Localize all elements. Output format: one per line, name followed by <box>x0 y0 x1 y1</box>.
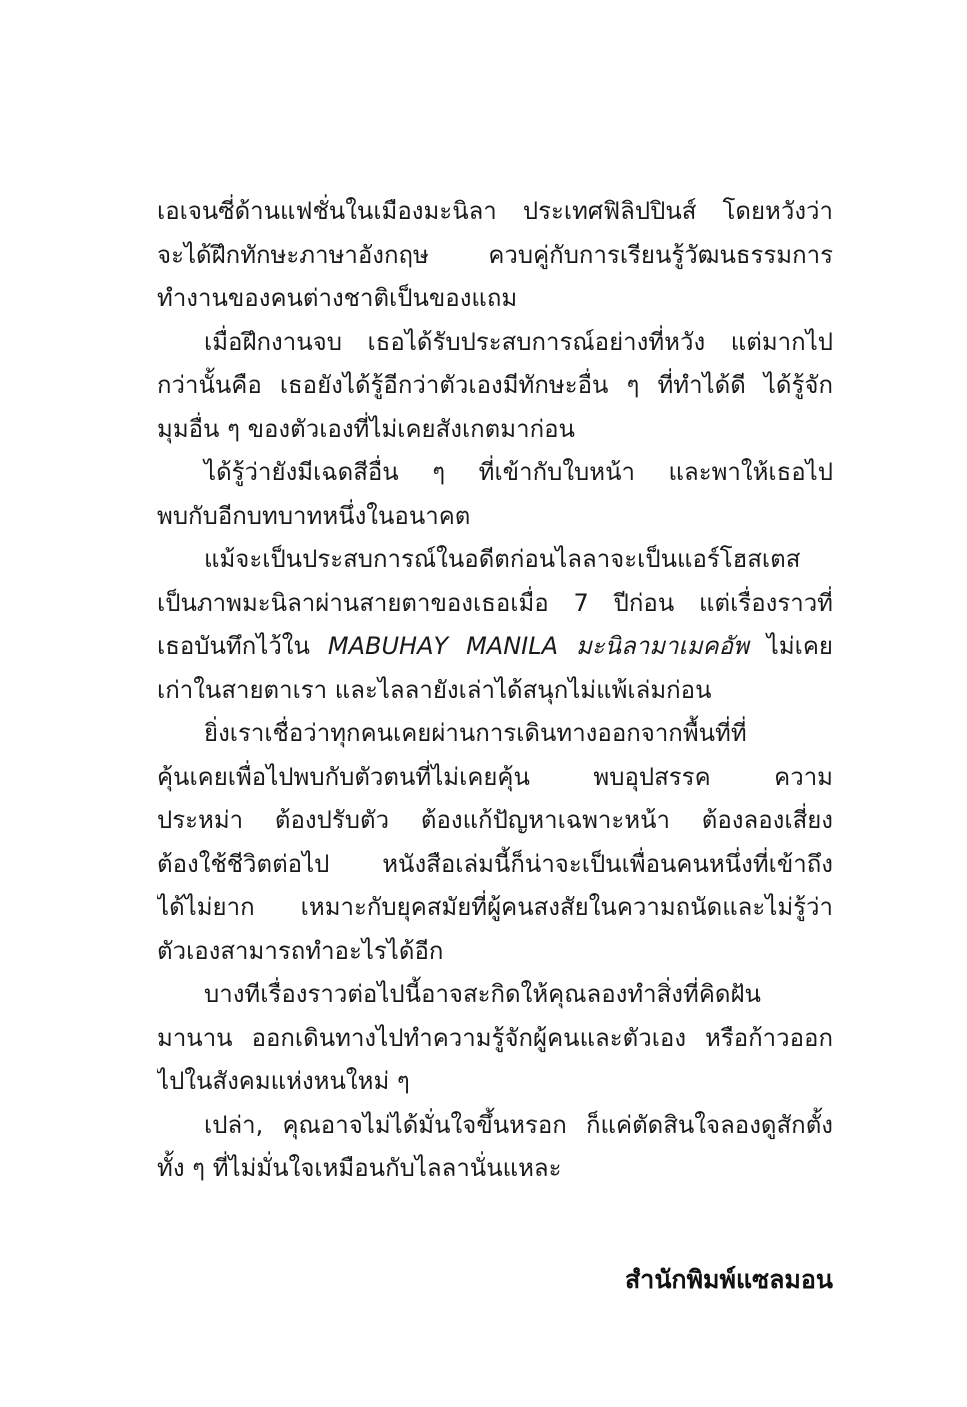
paragraph-line: มานาน ออกเดินทางไปทำความรู้จักผู้คนและตัวเอง หรือก้าวออก <box>157 1023 833 1052</box>
paragraph-line: กว่านั้นคือ เธอยังได้รู้อีกว่าตัวเองมีทักษะอื่น ๆ ที่ทำได้ดี ได้รู้จัก <box>157 371 833 399</box>
paragraph-line: คุ้นเคยเพื่อไปพบกับตัวตนที่ไม่เคยคุ้น พบอุปสรรค ความ <box>157 762 833 791</box>
paragraph-line: ทำงานของคนต่างชาติเป็นของแถม <box>157 284 518 312</box>
paragraph-line: พบกับอีกบทบาทหนึ่งในอนาคต <box>157 501 471 530</box>
paragraph-line: เมื่อฝึกงานจบ เธอได้รับประสบการณ์อย่างที่หวัง แต่มากไป <box>204 327 833 356</box>
paragraph-line: แม้จะเป็นประสบการณ์ในอดีตก่อนไลลาจะเป็นแอร์โฮสเตส <box>204 545 801 573</box>
paragraph-line: บางทีเรื่องราวต่อไปนี้อาจสะกิดให้คุณลองทำสิ่งที่คิดฝัน <box>204 980 761 1008</box>
paragraph-line: เปล่า, คุณอาจไม่ได้มั่นใจขึ้นหรอก ก็แค่ตัดสินใจลองดูสักตั้ง <box>204 1110 833 1139</box>
paragraph-line: ยิ่งเราเชื่อว่าทุกคนเคยผ่านการเดินทางออกจากพื้นที่ที่ <box>204 719 747 747</box>
body-text <box>157 190 833 1191</box>
paragraph-line: มุมอื่น ๆ ของตัวเองที่ไม่เคยสังเกตมาก่อน <box>157 414 575 443</box>
publisher-signature: สำนักพิมพ์แซลมอน <box>625 1265 833 1294</box>
paragraph-line: จะได้ฝึกทักษะภาษาอังกฤษ ควบคู่กับการเรียนรู้วัฒนธรรมการ <box>157 240 833 269</box>
book-title: MABUHAY MANILA มะนิลามาเมคอัพ <box>327 632 749 660</box>
text-after-title: ไม่เคย <box>748 632 833 660</box>
paragraph-line: ได้รู้ว่ายังมีเฉดสีอื่น ๆ ที่เข้ากับใบหน้า และพาให้เธอไป <box>204 458 833 486</box>
paragraph-line: ต้องใช้ชีวิตต่อไป หนังสือเล่มนี้ก็น่าจะเป็นเพื่อนคนหนึ่งที่เข้าถึง <box>157 849 833 878</box>
text-before-title: เธอบันทึกไว้ใน <box>157 632 328 660</box>
paragraph-line: เก่าในสายตาเรา และไลลายังเล่าได้สนุกไม่แพ้เล่มก่อน <box>157 675 712 704</box>
paragraph-line: ประหม่า ต้องปรับตัว ต้องแก้ปัญหาเฉพาะหน้า ต้องลองเสี่ยง <box>157 806 833 834</box>
paragraph-line: ได้ไม่ยาก เหมาะกับยุคสมัยที่ผู้คนสงสัยในความถนัดและไม่รู้ว่า <box>157 893 833 921</box>
paragraph-line: ไปในสังคมแห่งหนใหม่ ๆ <box>157 1067 410 1095</box>
paragraph-line: ตัวเองสามารถทำอะไรได้อีก <box>157 936 444 965</box>
paragraph-line: ทั้ง ๆ ที่ไม่มั่นใจเหมือนกับไลลานั่นแหละ <box>157 1154 562 1182</box>
paragraph-line: เอเจนซี่ด้านแฟชั่นในเมืองมะนิลา ประเทศฟิลิปปินส์ โดยหวังว่า <box>157 197 833 225</box>
paragraph-line: เป็นภาพมะนิลาผ่านสายตาของเธอเมื่อ 7 ปีก่อน แต่เรื่องราวที่ <box>157 588 833 617</box>
paragraph-line-with-title <box>157 625 833 669</box>
